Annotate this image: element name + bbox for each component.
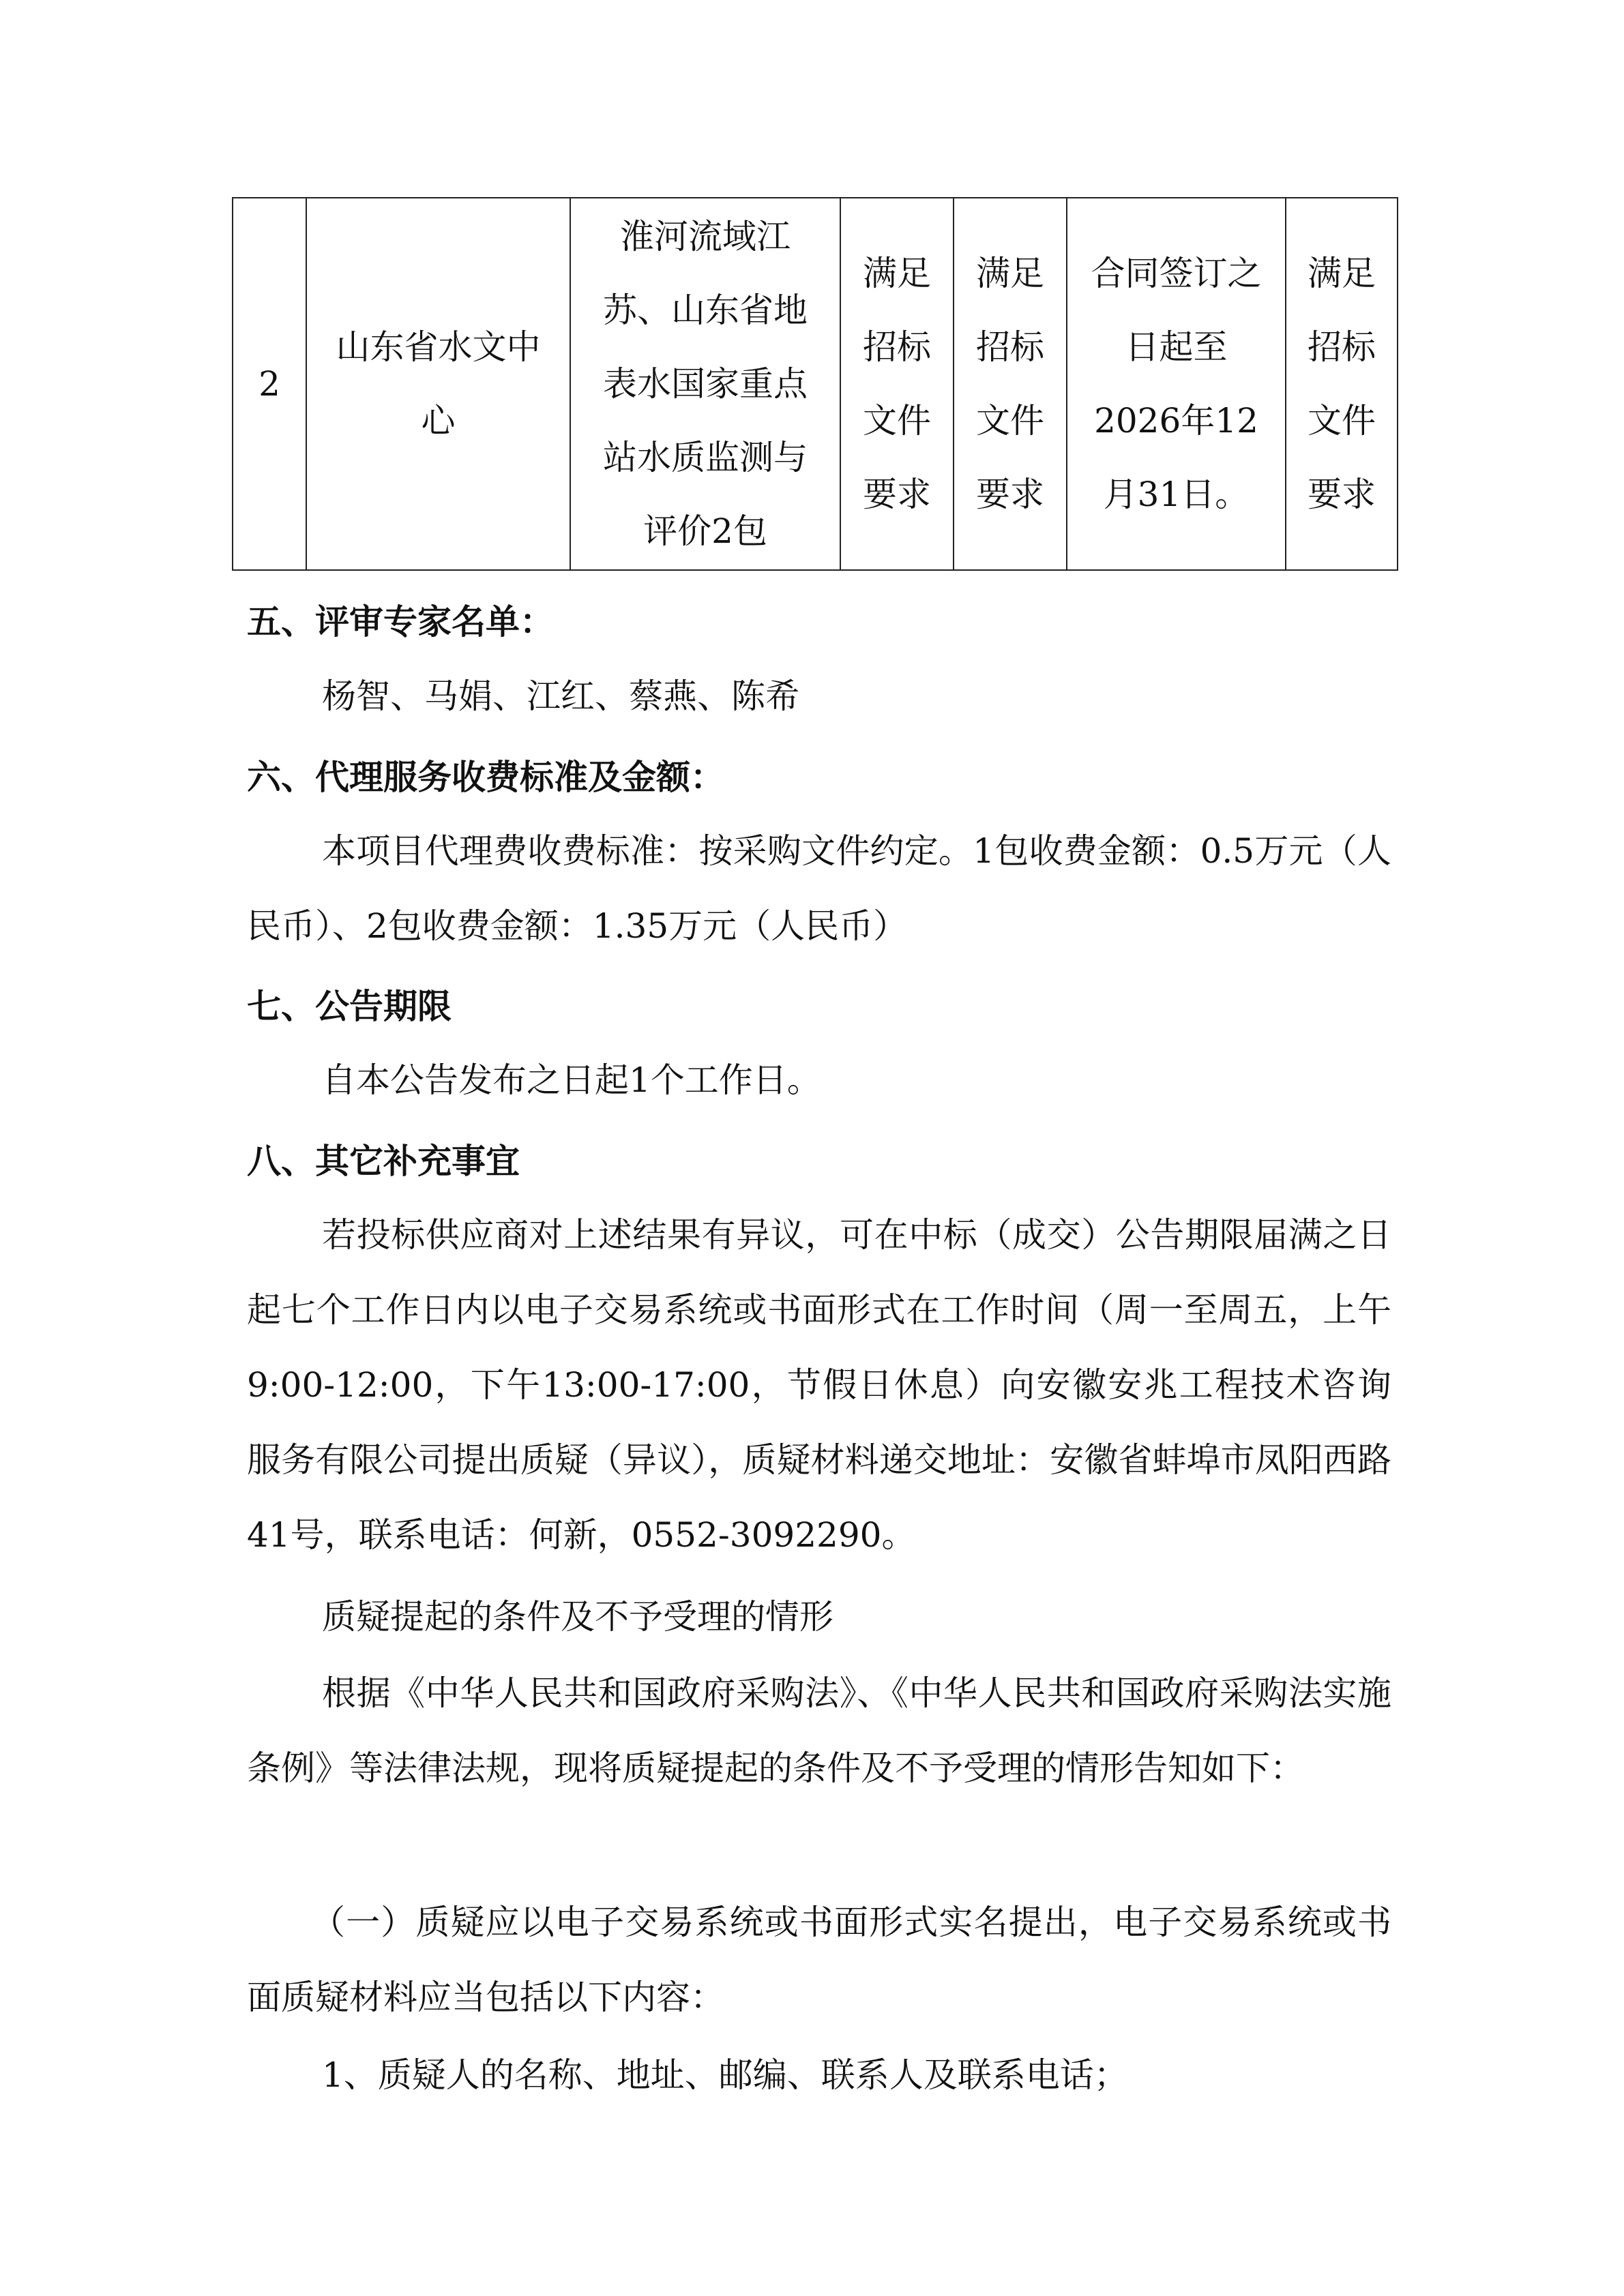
legal-basis-paragraph: 根据《中华人民共和国政府采购法》、《中华人民共和国政府采购法实施条例》等法律法规，现将质疑提起的条件及不予受理的情形告知如下：	[247, 1673, 1391, 1788]
objection-subtitle: 质疑提起的条件及不予受理的情形	[322, 1597, 833, 1637]
expert-list: 杨智、马娟、江红、蔡燕、陈希	[322, 676, 799, 716]
result-table	[232, 197, 1398, 571]
row-index: 2	[233, 198, 306, 570]
requirement-cell	[954, 198, 1067, 570]
project-name: 淮河流域江苏、山东省地表水国家重点站水质监测与评价2包	[603, 217, 808, 551]
section-heading: 八、其它补充事宜	[247, 1142, 520, 1181]
notice-period: 自本公告发布之日起1个工作日。	[322, 1060, 821, 1100]
service-period-cell	[1067, 198, 1286, 570]
objection-paragraph: 若投标供应商对上述结果有异议，可在中标（成交）公告期限届满之日起七个工作日内以电子交易系统或书面形式在工作时间（周一至周五，上午9:00-12:00，下午13:00-17:00，节假日休息）向安徽安兆工程技术咨询服务有限公司提出质疑（异议），质疑材料递交地址：安徽省蚌埠市凤阳西路41号，联系电话：何新，0552-3092290。	[247, 1215, 1391, 1555]
section-heading: 七、公告期限	[247, 987, 452, 1026]
unit-cell	[306, 198, 570, 570]
requirement-text: 满足招标文件要求	[976, 254, 1044, 514]
requirement-text: 满足招标文件要求	[863, 254, 931, 514]
project-cell	[570, 198, 840, 570]
table-row	[233, 198, 1398, 570]
requirement-text: 满足招标文件要求	[1308, 254, 1376, 514]
service-period: 合同签订之日起至2026年12月31日。	[1091, 254, 1262, 514]
requirement-cell	[840, 198, 954, 570]
clause-item: 1、质疑人的名称、地址、邮编、联系人及联系电话；	[322, 2055, 1128, 2095]
requirement-cell	[1286, 198, 1398, 570]
fee-paragraph: 本项目代理费收费标准：按采购文件约定。1包收费金额：0.5万元（人民币）、2包收费金额：1.35万元（人民币）	[247, 831, 1391, 946]
unit-name: 山东省水文中心	[336, 327, 541, 441]
section-heading: 五、评审专家名单：	[247, 602, 554, 642]
section-heading: 六、代理服务收费标准及金额：	[247, 758, 724, 797]
clause-paragraph: （一）质疑应以电子交易系统或书面形式实名提出，电子交易系统或书面质疑材料应当包括以下内容：	[247, 1903, 1391, 2017]
